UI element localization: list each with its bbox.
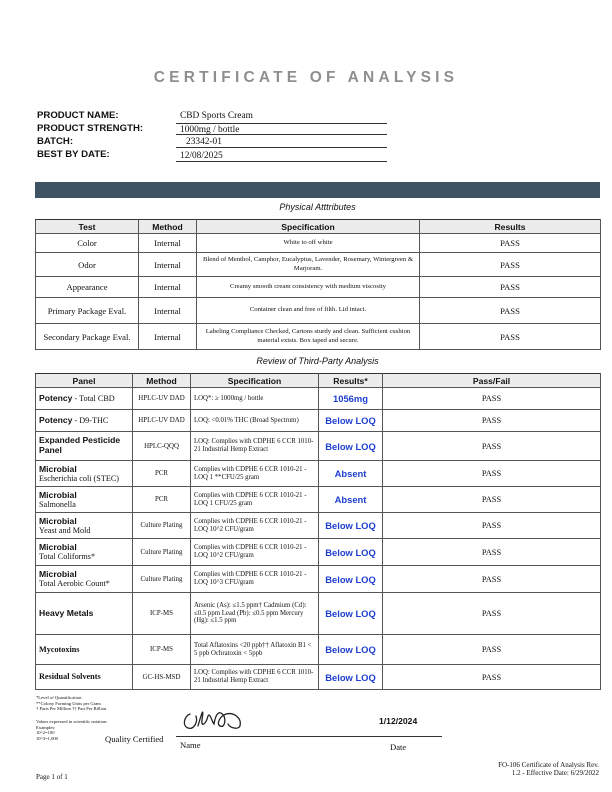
page-title: CERTIFICATE OF ANALYSIS [153, 69, 459, 86]
form-line-1: FO-106 Certificate of Analysis Rev. [498, 761, 599, 769]
form-line-2: 1.2 - Effective Date: 6/29/2022 [511, 769, 599, 777]
table-row [36, 388, 601, 410]
panel-result: Below LOQ [319, 410, 383, 432]
panel-pass-fail: PASS [383, 539, 601, 566]
notation-line: Examples: [36, 724, 56, 730]
panel-pass-fail: PASS [383, 410, 601, 432]
panel-pass-fail: PASS [383, 487, 601, 513]
panel-name: Potency [39, 392, 73, 403]
test-result: PASS [420, 277, 601, 298]
panel-method: HPLC-UV DAD [133, 410, 191, 432]
table-row [36, 487, 601, 513]
notation-line: Values expressed in scientific notation. [36, 719, 108, 724]
test-name: Secondary Package Eval. [36, 324, 139, 350]
panel-result: Below LOQ [319, 593, 383, 635]
table-row [36, 234, 601, 253]
panel-result: Absent [319, 461, 383, 487]
date-label: Date [390, 742, 407, 752]
panel-name: Microbial [39, 542, 77, 552]
test-spec: Creamy smooth cream consistency with medium viscosity [197, 277, 420, 298]
test-name: Primary Package Eval. [36, 298, 139, 324]
table-row [36, 593, 601, 635]
panel-pass-fail: PASS [383, 593, 601, 635]
test-method: Internal [139, 277, 197, 298]
table-row [36, 635, 601, 665]
table-row [36, 253, 601, 277]
panel-name: Microbial [39, 569, 77, 579]
panel-spec: Complies with CDPHE 6 CCR 1010-21 - LOQ 10^2 CFU/gram [191, 539, 319, 566]
panel-spec: LOQ: <0.01% THC (Broad Spectrum) [191, 410, 319, 432]
product-name-rule [176, 123, 387, 124]
panel-pass-fail: PASS [383, 388, 601, 410]
table-row [36, 566, 601, 593]
notation-notes [36, 719, 108, 741]
table-row [36, 298, 601, 324]
footnote-line: † Parts Per Million †† Part Per Billion [36, 706, 107, 712]
col-header-panel: Panel [36, 374, 133, 388]
panel-result: Absent [319, 487, 383, 513]
test-name: Appearance [36, 277, 139, 298]
test-spec: Container clean and free of filth. Lid intact. [197, 298, 420, 324]
batch-rule [176, 147, 387, 148]
third-party-analysis-table [35, 373, 601, 690]
test-spec: White to off white [197, 234, 420, 253]
panel-method: PCR [133, 461, 191, 487]
panel-name: Microbial [39, 489, 77, 500]
panel-result: Below LOQ [319, 635, 383, 665]
table-row [36, 277, 601, 298]
panel-name: Microbial [39, 515, 77, 526]
panel-result: Below LOQ [319, 566, 383, 593]
table-row [36, 324, 601, 350]
col-header-specification: Specification [191, 374, 319, 388]
panel-spec: LOQ: Complies with CDPHE 6 CCR 1010-21 Industrial Hemp Extract [191, 665, 319, 690]
panel-name: Potency [39, 414, 73, 425]
panel-method: Culture Plating [133, 566, 191, 593]
third-party-section-title: Review of Third-Party Analysis [256, 356, 379, 366]
physical-section-title: Physical Atttributes [279, 202, 356, 212]
form-revision [498, 761, 599, 777]
panel-method: HPLC-UV DAD [133, 388, 191, 410]
quality-certified-label: Quality Certified [105, 734, 164, 744]
test-spec: Blend of Menthol, Camphor, Eucalyptus, Lavender, Rosemary, Wintergreen & Marjoram. [197, 253, 420, 277]
table-row [36, 410, 601, 432]
panel-name: Residual Solvents [39, 672, 101, 681]
best-by-label: BEST BY DATE: [37, 149, 110, 160]
best-by-value: 12/08/2025 [180, 151, 223, 161]
test-name: Color [36, 234, 139, 253]
col-header-specification: Specification [197, 220, 420, 234]
test-method: Internal [139, 298, 197, 324]
notation-line: 10^3=1,000 [36, 735, 58, 741]
panel-pass-fail: PASS [383, 432, 601, 461]
panel-method: HPLC-QQQ [133, 432, 191, 461]
panel-sub: - D9-THC [72, 415, 109, 425]
table-row [36, 513, 601, 539]
panel-name: Heavy Metals [39, 607, 94, 618]
test-result: PASS [420, 253, 601, 277]
product-strength-rule [176, 134, 387, 135]
test-method: Internal [139, 324, 197, 350]
test-method: Internal [139, 234, 197, 253]
panel-spec: LOQ: Complies with CDPHE 6 CCR 1010-21 Industrial Hemp Extract [191, 432, 319, 461]
physical-attributes-table [35, 219, 601, 350]
panel-name: Microbial [39, 463, 77, 474]
batch-value: 23342-01 [186, 137, 222, 147]
panel-spec: Total Aflatoxins <20 ppb†† Aflatoxin B1 < 5 ppb Ochratoxin < 5ppb [191, 635, 319, 665]
product-name-value: CBD Sports Cream [180, 111, 253, 121]
panel-name: Expanded Pesticide Panel [39, 435, 121, 455]
panel-method: Culture Plating [133, 513, 191, 539]
panel-spec: LOQ*: ≥ 1000mg / bottle [191, 388, 319, 410]
header-band [35, 182, 600, 198]
panel-spec: Complies with CDPHE 6 CCR 1010-21 - LOQ 1 **CFU/25 gram [191, 461, 319, 487]
signature-rule [176, 736, 442, 737]
table-row [36, 432, 601, 461]
best-by-rule [176, 161, 387, 162]
panel-spec: Complies with CDPHE 6 CCR 1010-21 - LOQ 1 CFU/25 gram [191, 487, 319, 513]
test-result: PASS [420, 298, 601, 324]
col-header-method: Method [133, 374, 191, 388]
test-method: Internal [139, 253, 197, 277]
name-label: Name [180, 740, 201, 750]
page-number: Page 1 of 1 [36, 773, 68, 781]
panel-method: PCR [133, 487, 191, 513]
product-strength-label: PRODUCT STRENGTH: [37, 123, 144, 134]
panel-sub: Total Aerobic Count* [39, 579, 110, 588]
col-header-test: Test [36, 220, 139, 234]
panel-pass-fail: PASS [383, 665, 601, 690]
notation-line: 10^2=100 [36, 730, 55, 736]
panel-sub: Escherichia coli (STEC) [39, 473, 120, 483]
panel-method: ICP-MS [133, 635, 191, 665]
product-strength-value: 1000mg / bottle [180, 125, 240, 135]
panel-pass-fail: PASS [383, 635, 601, 665]
panel-pass-fail: PASS [383, 461, 601, 487]
col-header-method: Method [139, 220, 197, 234]
col-header-results: Results* [319, 374, 383, 388]
panel-method: GC-HS-MSD [133, 665, 191, 690]
product-name-label: PRODUCT NAME: [37, 110, 119, 121]
panel-spec: Arsenic (As): ≤1.5 ppm† Cadmium (Cd): ≤0.5 ppm Lead (Pb): ≤0.5 ppm Mercury (Hg): ≤1.5 ppm [191, 593, 319, 635]
panel-sub: - Total CBD [72, 393, 115, 403]
col-header-pass-fail: Pass/Fail [383, 374, 601, 388]
certified-date: 1/12/2024 [379, 716, 418, 726]
test-result: PASS [420, 234, 601, 253]
panel-result: Below LOQ [319, 539, 383, 566]
panel-method: Culture Plating [133, 539, 191, 566]
panel-pass-fail: PASS [383, 566, 601, 593]
table-row [36, 461, 601, 487]
panel-method: ICP-MS [133, 593, 191, 635]
table-row [36, 539, 601, 566]
test-result: PASS [420, 324, 601, 350]
panel-spec: Complies with CDPHE 6 CCR 1010-21 - LOQ 10^3 CFU/gram [191, 566, 319, 593]
footnote-line: *Level of Quantification [36, 695, 82, 700]
panel-sub: Total Coliforms* [39, 552, 96, 561]
footnote-line: **Colony Forming Units per Gram [36, 700, 101, 706]
panel-result: Below LOQ [319, 665, 383, 690]
batch-label: BATCH: [37, 136, 74, 147]
signature-icon [180, 702, 252, 734]
panel-sub: Salmonella [39, 499, 76, 509]
test-spec: Labeling Compliance Checked, Cartons sturdy and clean. Sufficient cushion material exists. Box taped and secure. [197, 324, 420, 350]
panel-result: Below LOQ [319, 432, 383, 461]
panel-result: 1056mg [319, 388, 383, 410]
panel-pass-fail: PASS [383, 513, 601, 539]
panel-spec: Complies with CDPHE 6 CCR 1010-21 - LOQ 10^2 CFU/gram [191, 513, 319, 539]
footnotes [36, 695, 106, 712]
col-header-results: Results [420, 220, 601, 234]
panel-name: Mycotoxins [39, 644, 80, 654]
table-row [36, 665, 601, 690]
panel-sub: Yeast and Mold [39, 525, 91, 535]
panel-result: Below LOQ [319, 513, 383, 539]
test-name: Odor [36, 253, 139, 277]
